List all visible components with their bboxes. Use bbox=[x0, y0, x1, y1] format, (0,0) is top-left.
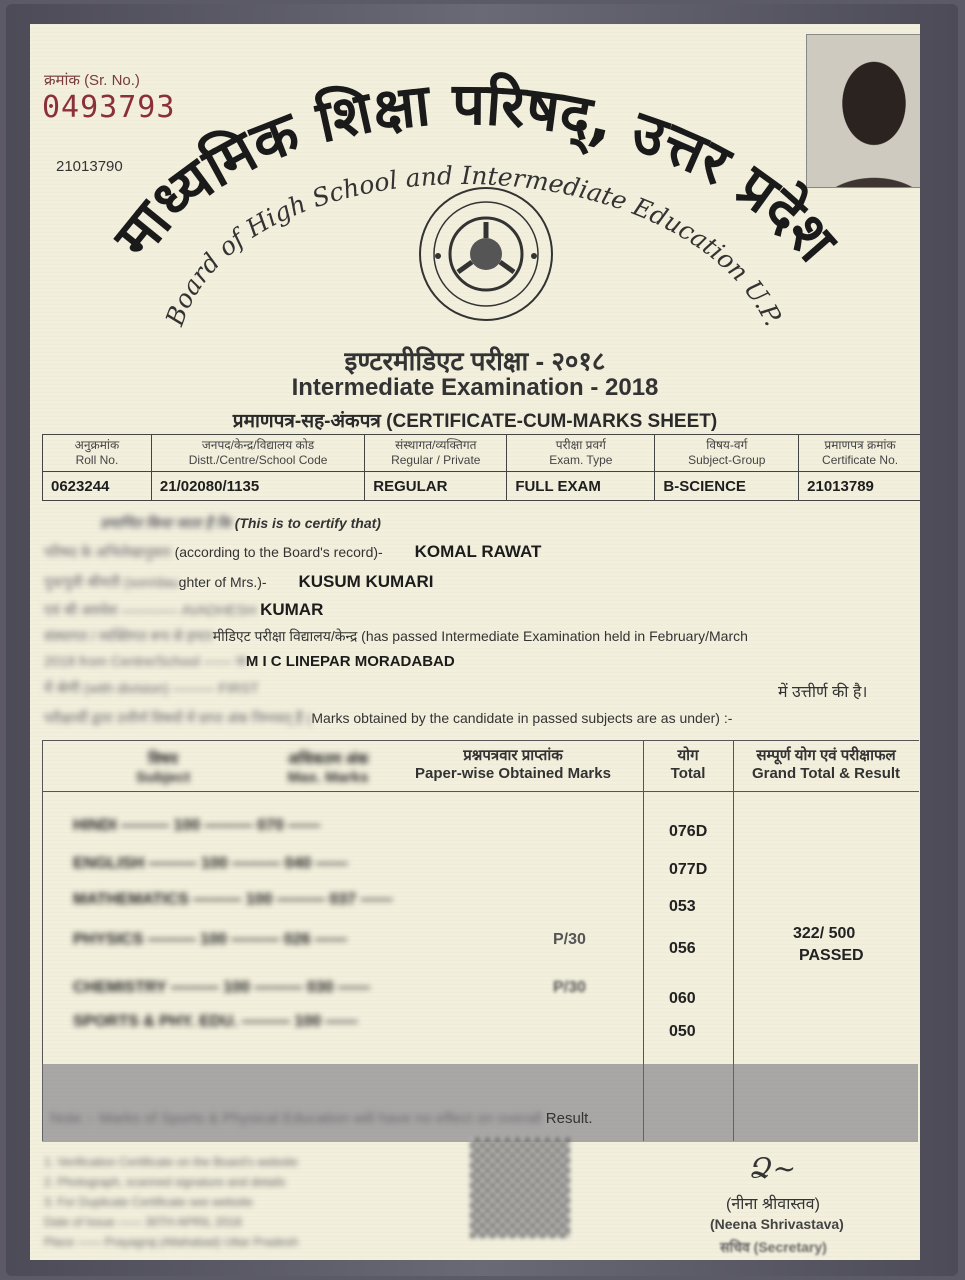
max-marks-header: अधिकतम अंक Max. Marks bbox=[287, 751, 369, 786]
passed-line: संस्थागत / व्यक्तिगत रूप से इण्टरमीडिएट परीक्षा विद्यालय/केन्द्र (has passed Intermediate Examination held in February/March bbox=[44, 628, 748, 644]
regular-private-header: संस्थागत/व्यक्तिगत Regular / Private bbox=[365, 435, 507, 472]
small-certificate-number: 21013790 bbox=[56, 158, 123, 175]
practical-marks-chemistry: P/30 bbox=[553, 979, 586, 996]
subject-group-value: B-SCIENCE bbox=[655, 472, 799, 501]
practical-marks-physics: P/30 bbox=[553, 931, 586, 948]
subject-total: 056 bbox=[669, 940, 696, 957]
district-code-header: जनपद/केन्द्र/विद्यालय कोड Distt./Centre/School Code bbox=[151, 435, 364, 472]
secretary-role: सचिव (Secretary) bbox=[720, 1239, 827, 1255]
candidate-name-line: परिषद के अभिलेखानुसार (according to the Board's record)- KOMAL RAWAT bbox=[44, 542, 542, 561]
candidate-info-table bbox=[42, 434, 920, 501]
division-line: में श्रेणी (with division) ——— FIRST bbox=[44, 680, 259, 696]
serial-number-label: क्रमांक (Sr. No.) bbox=[44, 72, 140, 89]
subject-header: विषय Subject bbox=[135, 751, 191, 786]
secretary-name-hindi: (नीना श्रीवास्तव) bbox=[726, 1196, 820, 1213]
exam-title-hindi: इण्टरमीडिएट परीक्षा - २०१८ bbox=[344, 346, 606, 376]
result-status: PASSED bbox=[799, 947, 864, 964]
signature: Ձ~ bbox=[750, 1152, 797, 1185]
mother-name-line: पुत्र/पुत्री श्रीमती (son/daughter of Mrs.)- KUSUM KUMARI bbox=[44, 572, 434, 591]
note-bar bbox=[42, 1064, 918, 1142]
regular-private-value: REGULAR bbox=[365, 472, 507, 501]
district-code-value: 21/02080/1135 bbox=[151, 472, 364, 501]
exam-type-header: परीक्षा प्रवर्ग Exam. Type bbox=[507, 435, 655, 472]
subject-total: 053 bbox=[669, 898, 696, 915]
subject-total: 076D bbox=[669, 823, 708, 840]
grand-total-header: सम्पूर्ण योग एवं परीक्षाफल Grand Total & Result bbox=[751, 747, 901, 782]
paperwise-header: प्रश्नपत्रवार प्राप्तांक Paper-wise Obtained Marks bbox=[415, 747, 611, 782]
marks-obtained-line: परीक्षार्थी द्वारा उत्तीर्ण विषयों में प्राप्त अंक निम्नवत् हैं (Marks obtained by the candidate in passed subjects are as under) :- bbox=[44, 710, 733, 726]
serial-number: 0493793 bbox=[42, 90, 176, 125]
grand-total: 322/ 500 bbox=[793, 925, 856, 942]
subject-total: 060 bbox=[669, 990, 696, 1007]
candidate-name: KOMAL RAWAT bbox=[414, 542, 542, 561]
up-state-emblem-icon bbox=[416, 184, 556, 324]
subject-total: 077D bbox=[669, 861, 708, 878]
passed-hindi: में उत्तीर्ण की है। bbox=[778, 684, 868, 701]
qr-code bbox=[470, 1138, 570, 1238]
mother-name: KUSUM KUMARI bbox=[298, 572, 434, 591]
school-name: M I C LINEPAR MORADABAD bbox=[245, 653, 455, 670]
certify-line: प्रमाणित किया जाता है कि (This is to certify that) bbox=[100, 515, 381, 531]
father-name-line: एवं श्री अवधेश ———— AVADHESH KUMAR bbox=[44, 600, 324, 619]
certificate-no-header: प्रमाणपत्र क्रमांक Certificate No. bbox=[799, 435, 920, 472]
board-name-hindi: माध्यमिक शिक्षा परिषद्, उत्तर प्रदेश bbox=[100, 69, 850, 275]
subject-total: 050 bbox=[669, 1023, 696, 1040]
marks-table: विषय Subject अधिकतम अंक Max. Marks प्रश्नपत्रवार प्राप्तांक Paper-wise Obtained Marks योग Total सम्पूर्ण योग एवं परीक्षाफल Grand Total & Result HINDI ——— 100 ——— 070 —— ENGLISH ——— 100 ——— 040 —— MATHEMATICS ——— 100 ——— 037 —— PHYSICS ——— 100 ——— 026 —— CHEMISTRY ——— 100 ——— 030 —— SPORTS & PHY. EDU. ——— 100 —— P/30 P/30 076D 077D 053 056 060 050 322/ 500 PASSED bbox=[42, 740, 919, 1141]
roll-no-value: 0623244 bbox=[43, 472, 152, 501]
father-name: KUMAR bbox=[260, 600, 324, 619]
certificate-document bbox=[30, 24, 920, 1260]
subject-group-header: विषय-वर्ग Subject-Group bbox=[655, 435, 799, 472]
total-header: योग Total bbox=[670, 747, 706, 782]
exam-title-english: Intermediate Examination - 2018 bbox=[291, 374, 659, 401]
board-name-english: Board of High School and Intermediate Education U.P. bbox=[159, 160, 789, 331]
roll-no-header: अनुक्रमांक Roll No. bbox=[43, 435, 152, 472]
footer-blurred-info: 1. Verification Certificate on the Board's website 2. Photograph, scanned signature and details 3. For Duplicate Certificate see website Date of Issue —— 30TH APRIL 2018 Place —— Prayagraj (Allahabad) Uttar Pradesh bbox=[44, 1155, 299, 1249]
certificate-subtitle: प्रमाणपत्र-सह-अंकपत्र (CERTIFICATE-CUM-MARKS SHEET) bbox=[232, 411, 718, 432]
certificate-no-value: 21013789 bbox=[799, 472, 920, 501]
exam-type-value: FULL EXAM bbox=[507, 472, 655, 501]
secretary-name-english: (Neena Shrivastava) bbox=[710, 1216, 844, 1232]
school-line: 2018 from Centre/School —— जM I C LINEPAR MORADABAD bbox=[44, 653, 455, 670]
note-text: Note :- Marks of Sports & Physical Education will have no effect on overall Result. bbox=[50, 1110, 593, 1127]
